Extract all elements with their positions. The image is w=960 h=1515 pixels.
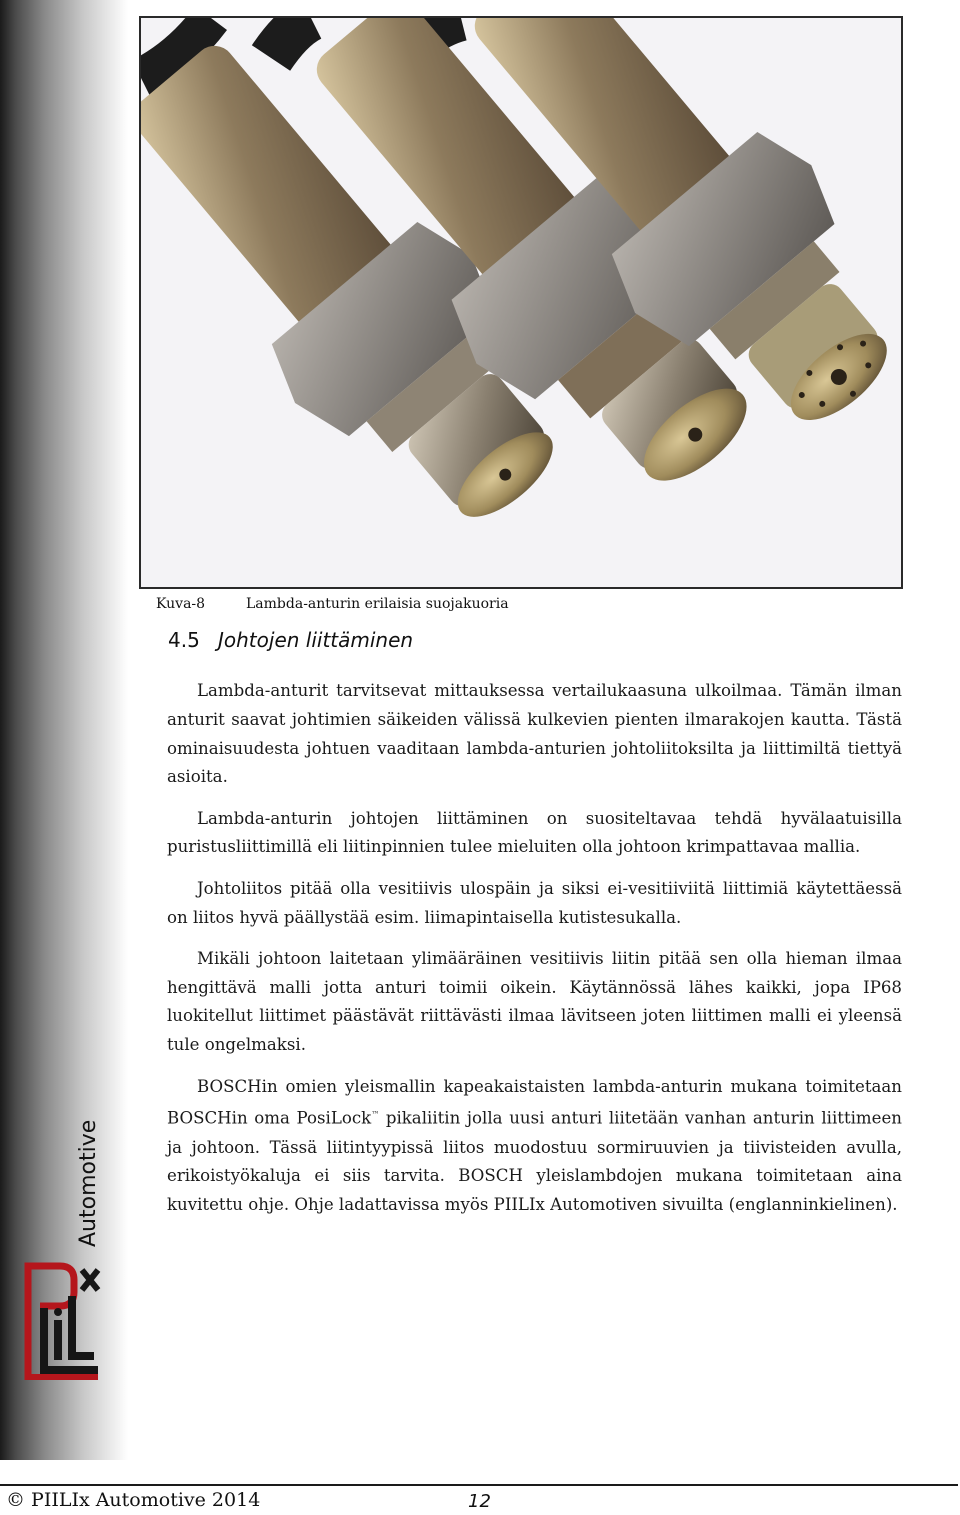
paragraph-bosch-start: BOSCHin omien yleismallin kapeakaistaisten lambda-anturin mukana toimitetaan BOSCHin oma PosiLock [167, 1076, 902, 1128]
section-title: Johtojen liittäminen [218, 628, 414, 652]
side-gradient-strip [0, 0, 128, 1460]
paragraph: Mikäli johtoon laitetaan ylimääräinen vesitiivis liitin pitää sen olla hieman ilmaa hengittävä malli jotta anturi toimii oikein. Käytännössä lähes kaikki, jopa IP68 luokitellut liittimet päästävät riittävästi ilmaa lävitseen joten liittimen malli ei yleensä tule ongelmaksi. [167, 948, 902, 1055]
figure-number: Kuva-8 [156, 596, 206, 612]
section-heading [168, 628, 413, 652]
figure-caption [156, 596, 509, 612]
paragraph: Lambda-anturin johtojen liittäminen on suositeltavaa tehdä hyvälaatuisilla puristusliittimillä eli liitinpinnien tulee mieluiten olla johtoon krimpattavaa mallia. [167, 808, 902, 857]
paragraph: Lambda-anturit tarvitsevat mittauksessa vertailukaasuna ulkoilmaa. Tämän ilman anturit saavat johtimien säikeiden välissä kulkevien pienten ilmarakojen kautta. Tästä ominaisuudesta johtuen vaaditaan lambda-anturien johtoliitoksilta ja liittimiltä tiettyä asioita. [167, 681, 902, 787]
footer-divider [0, 1484, 958, 1486]
lambda-sensor-photo [139, 16, 903, 589]
piilix-logo [24, 1262, 102, 1384]
section-number: 4.5 [168, 628, 200, 652]
page-number: 12 [468, 1491, 491, 1512]
paragraph: Johtoliitos pitää olla vesitiivis ulospäin ja siksi ei-vesitiiviitä liittimiä käytettäessä on liitos hyvä päällystää esim. liimapintaisella kutistesukalla. [167, 878, 902, 927]
footer-copyright: © PIILIx Automotive 2014 [6, 1489, 261, 1511]
trademark-symbol: ™ [371, 1110, 380, 1120]
figure-caption-text: Lambda-anturin erilaisia suojakuoria [246, 596, 509, 612]
sidebar-label: Automotive [76, 1119, 101, 1247]
paragraph-bosch-end: pikaliitin jolla uusi anturi liitetään vanhan anturin liittimeen ja johtoon. Tässä liitintyypissä liitos muodostuu sormiruuvien ja tiivisteiden avulla, erikoistyökaluja ei siis tarvita. BOSCH yleislambdojen mukana toimitetaan aina kuvitettu ohje. Ohje ladattavissa myös PIILIx Automotiven sivuilta (englanninkielinen). [167, 1108, 902, 1215]
paragraph-bosch [167, 1073, 902, 1221]
body-text [167, 677, 902, 1233]
